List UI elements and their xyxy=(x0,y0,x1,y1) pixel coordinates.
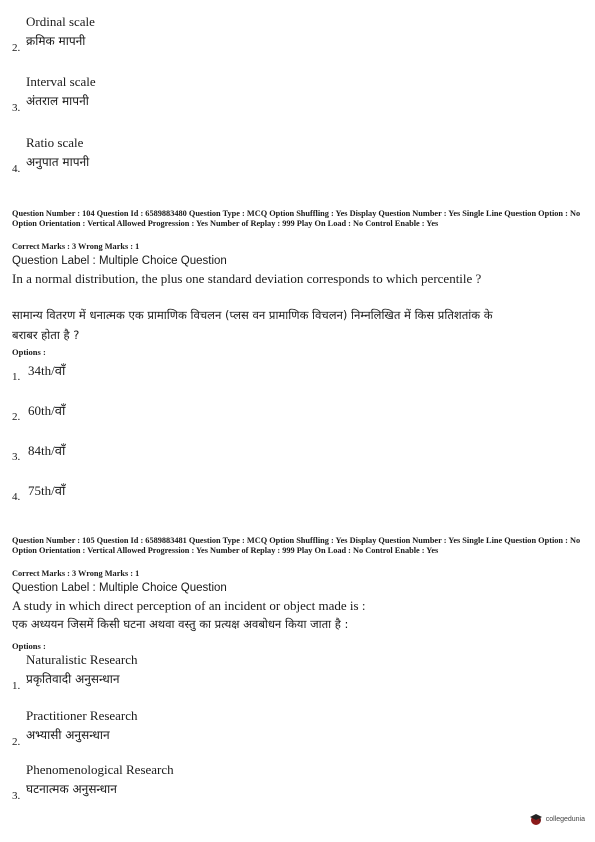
question-text-hi: सामान्य वितरण में धनात्मक एक प्रामाणिक विचलन (प्लस वन प्रामाणिक विचलन) निम्नलिखित में किस प्रतिशतांक के बराबर होता है ? xyxy=(12,308,493,342)
question-label: Question Label : Multiple Choice Question xyxy=(12,582,227,594)
option-text: 84th/वाँ xyxy=(28,443,66,458)
option-number: 2. xyxy=(12,42,21,54)
option-text-en: Ordinal scale xyxy=(26,14,95,29)
option-text-en: Naturalistic Research xyxy=(26,652,138,667)
option-text-hi: प्रकृतिवादी अनुसन्धान xyxy=(26,672,120,686)
option-text-hi: अभ्यासी अनुसन्धान xyxy=(26,728,110,742)
question-meta: Question Number : 105 Question Id : 6589883481 Question Type : MCQ Option Shuffling : Yes Display Question Number : Yes Single Line Question Option : No Option Orientation : Vertical Allowed Progression : Yes Number of Replay : 999 Play On Load : No Control Enable : Yes xyxy=(12,536,581,555)
option-number: 2. xyxy=(12,411,21,423)
option-number: 3. xyxy=(12,451,21,463)
options-label: Options : xyxy=(12,641,46,651)
question-text-hi: एक अध्ययन जिसमें किसी घटना अथवा वस्तु का प्रत्यक्ष अवबोधन किया जाता है : xyxy=(12,617,349,631)
option-text-en: Ratio scale xyxy=(26,135,84,150)
option-text-hi: अनुपात मापनी xyxy=(26,155,90,169)
option-number: 2. xyxy=(12,736,21,748)
logo-text: collegedunia xyxy=(545,815,585,823)
graduation-cap-icon xyxy=(529,812,543,826)
option-number: 1. xyxy=(12,371,21,383)
question-meta: Question Number : 104 Question Id : 6589883480 Question Type : MCQ Option Shuffling : Yes Display Question Number : Yes Single Line Question Option : No Option Orientation : Vertical Allowed Progression : Yes Number of Replay : 999 Play On Load : No Control Enable : Yes xyxy=(12,209,581,228)
option-text: 34th/वाँ xyxy=(28,363,66,378)
option-text: 60th/वाँ xyxy=(28,403,66,418)
option-number: 3. xyxy=(12,790,21,802)
option-number: 3. xyxy=(12,102,21,114)
option-text-hi: अंतराल मापनी xyxy=(26,94,89,108)
option-number: 4. xyxy=(12,163,21,175)
option-text-en: Phenomenological Research xyxy=(26,762,174,777)
option-text: 75th/वाँ xyxy=(28,483,66,498)
marks-info: Correct Marks : 3 Wrong Marks : 1 xyxy=(12,569,140,578)
question-label: Question Label : Multiple Choice Question xyxy=(12,255,227,267)
option-text-hi: क्रमिक मापनी xyxy=(26,34,86,48)
collegedunia-logo xyxy=(529,812,585,826)
option-text-en: Interval scale xyxy=(26,74,96,89)
question-text-en: A study in which direct perception of an incident or object made is : xyxy=(12,598,366,613)
marks-info: Correct Marks : 3 Wrong Marks : 1 xyxy=(12,242,140,251)
options-label: Options : xyxy=(12,347,46,357)
option-number: 1. xyxy=(12,680,21,692)
option-number: 4. xyxy=(12,491,21,503)
question-text-en: In a normal distribution, the plus one standard deviation corresponds to which percentile ? xyxy=(12,271,482,286)
option-text-hi: घटनात्मक अनुसन्धान xyxy=(26,782,117,796)
option-text-en: Practitioner Research xyxy=(26,708,138,723)
